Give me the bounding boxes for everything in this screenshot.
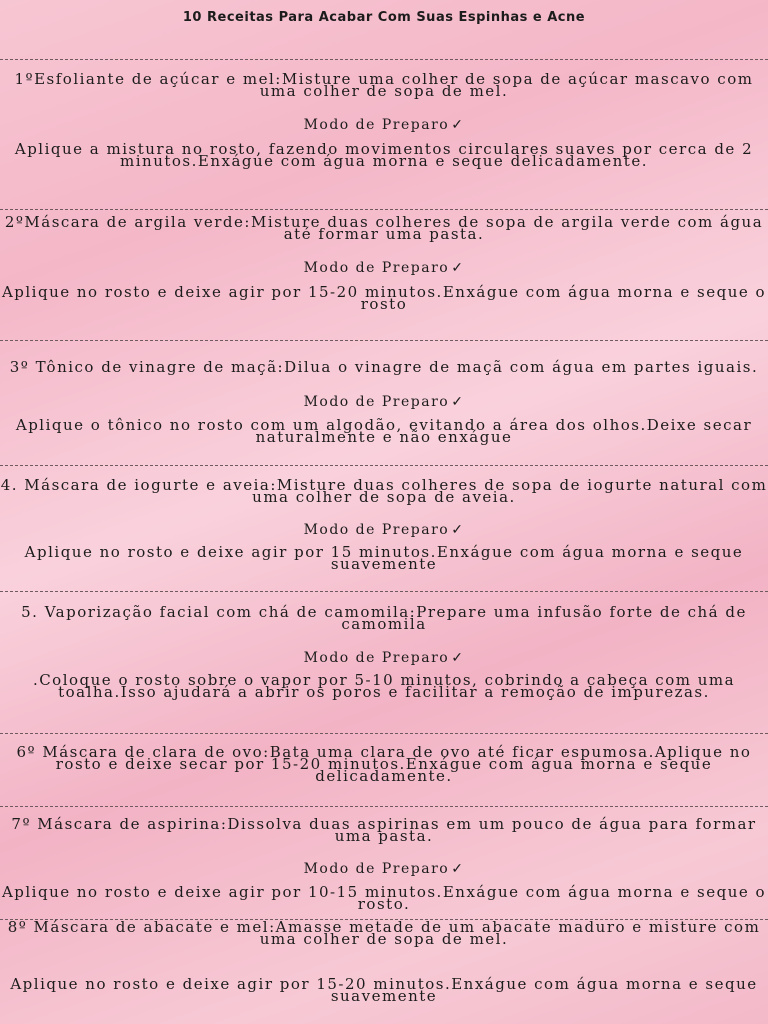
- divider: [0, 733, 768, 734]
- recipe-4-instructions: Aplique no rosto e deixe agir por 15 minutos.Enxágue com água morna e seque suavemente: [24, 543, 744, 573]
- recipe-2-instructions: Aplique no rosto e deixe agir por 15-20 minutos.Enxágue com água morna e seque o rosto: [1, 283, 767, 313]
- recipe-5-method: [0, 651, 768, 665]
- method-label: Modo de Preparo: [303, 117, 450, 133]
- recipe-3-instructions: Aplique o tônico no rosto com um algodão, evitando a área dos olhos.Deixe secar naturalmente e não enxágue: [15, 416, 753, 446]
- divider: [0, 209, 768, 210]
- recipe-1-method: [0, 118, 768, 132]
- recipe-2-text: 2ºMáscara de argila verde:Misture duas colheres de sopa de argila verde com água até formar uma pasta.: [4, 213, 764, 243]
- recipe-8-instructions: Aplique no rosto e deixe agir por 15-20 minutos.Enxágue com água morna e seque suavemente: [10, 975, 758, 1005]
- check-icon: ✓: [451, 522, 465, 538]
- check-icon: ✓: [451, 861, 465, 877]
- method-label: Modo de Preparo: [303, 522, 450, 538]
- recipe-1-instructions: Aplique a mistura no rosto, fazendo movimentos circulares suaves por cerca de 2 minutos.Enxágue com água morna e seque delicadamente.: [14, 140, 754, 170]
- divider: [0, 465, 768, 466]
- divider: [0, 340, 768, 341]
- recipe-1-text: 1ºEsfoliante de açúcar e mel:Misture uma colher de sopa de açúcar mascavo com uma colher de sopa de mel.: [14, 70, 754, 100]
- check-icon: ✓: [451, 394, 465, 410]
- method-label: Modo de Preparo: [303, 260, 450, 276]
- recipe-5-instructions: .Coloque o rosto sobre o vapor por 5-10 minutos, cobrindo a cabeça com uma toalha.Isso ajudará a abrir os poros e facilitar a remoção de impurezas.: [32, 671, 736, 701]
- recipe-4-method: [0, 523, 768, 537]
- method-label: Modo de Preparo: [303, 861, 450, 877]
- method-label: Modo de Preparo: [303, 650, 450, 666]
- recipe-2-method: [0, 261, 768, 275]
- recipe-8-text: 8º Máscara de abacate e mel:Amasse metade de um abacate maduro e misture com uma colher de sopa de mel.: [7, 918, 761, 948]
- page-title: 10 Receitas Para Acabar Com Suas Espinhas e Acne: [182, 10, 586, 25]
- recipe-7-method: [0, 862, 768, 876]
- recipe-6-text: 6º Máscara de clara de ovo:Bata uma clara de ovo até ficar espumosa.Aplique no rosto e deixe secar por 15-20 minutos.Enxágue com água morna e seque delicadamente.: [16, 743, 752, 785]
- check-icon: ✓: [451, 260, 465, 276]
- recipe-3-method: [0, 395, 768, 409]
- recipe-7-text: 7º Máscara de aspirina:Dissolva duas aspirinas em um pouco de água para formar uma pasta.: [11, 815, 757, 845]
- recipe-7-instructions: Aplique no rosto e deixe agir por 10-15 minutos.Enxágue com água morna e seque o rosto.: [1, 883, 767, 913]
- divider: [0, 591, 768, 592]
- recipe-4-text: 4. Máscara de iogurte e aveia:Misture duas colheres de sopa de iogurte natural com uma colher de sopa de aveia.: [0, 476, 768, 506]
- check-icon: ✓: [451, 117, 465, 133]
- recipe-5-text: 5. Vaporização facial com chá de camomila:Prepare uma infusão forte de chá de camomila: [21, 603, 747, 633]
- recipe-3-text: 3º Tônico de vinagre de maçã:Dilua o vinagre de maçã com água em partes iguais.: [9, 358, 759, 376]
- divider: [0, 806, 768, 807]
- divider: [0, 59, 768, 60]
- method-label: Modo de Preparo: [303, 394, 450, 410]
- check-icon: ✓: [451, 650, 465, 666]
